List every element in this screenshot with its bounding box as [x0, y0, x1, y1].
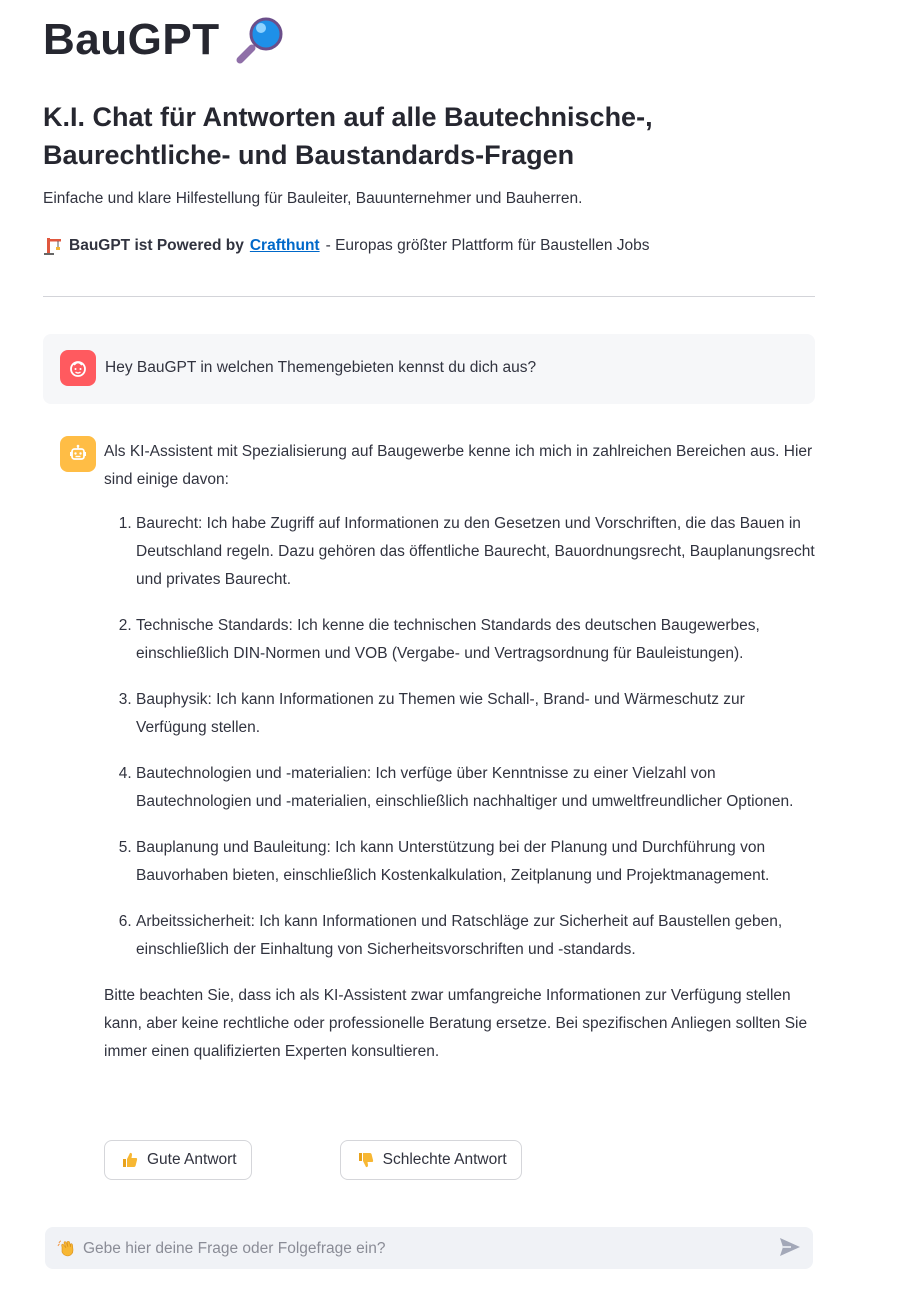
- thumbs-up-icon: [121, 1151, 139, 1169]
- assistant-avatar: [60, 436, 96, 472]
- list-item: 1. Baurecht: Ich habe Zugriff auf Informationen zu den Gesetzen und Vorschriften, die das Bauen in Deutschland regeln. Dazu gehören das öffentliche Baurecht, Bauordnungsrecht, Bauplanungsrecht und privates Baurecht.: [136, 510, 816, 594]
- bad-answer-label: Schlechte Antwort: [382, 1151, 507, 1168]
- list-item: 5. Bauplanung und Bauleitung: Ich kann Unterstützung bei der Planung und Durchführung von Bauvorhaben bieten, einschließlich Kostenkalkulation, Zeitplanung und Projektmanagement.: [136, 834, 816, 890]
- send-icon: [778, 1236, 802, 1258]
- user-face-icon: [68, 358, 88, 378]
- assistant-topic-list: [104, 510, 816, 964]
- user-message-text: Hey BauGPT in welchen Themengebieten kennst du dich aus?: [105, 359, 537, 376]
- chat-input-bar: [45, 1227, 813, 1269]
- robot-icon: [68, 444, 88, 464]
- powered-by-suffix: - Europas größter Plattform für Baustellen Jobs: [325, 237, 650, 254]
- list-item: 4. Bautechnologien und -materialien: Ich verfüge über Kenntnisse zu einer Vielzahl von Bautechnologien und -materialien, einschließlich nachhaltiger und umweltfreundlicher Optionen.: [136, 760, 816, 816]
- assistant-intro: Als KI-Assistent mit Spezialisierung auf Baugewerbe kenne ich mich in zahlreichen Bereichen aus. Hier sind einige davon:: [104, 443, 813, 488]
- powered-by-line: [43, 236, 650, 256]
- powered-by-label: BauGPT ist Powered by: [69, 237, 244, 254]
- send-button[interactable]: [777, 1236, 803, 1260]
- app-description: Einfache und klare Hilfestellung für Bauleiter, Bauunternehmer und Bauherren.: [43, 190, 583, 207]
- app-title-text: BauGPT: [43, 15, 220, 64]
- assistant-message: [104, 438, 816, 1066]
- list-item: 2. Technische Standards: Ich kenne die technischen Standards des deutschen Baugewerbes, einschließlich DIN-Normen und VOB (Vergabe- und Vertragsordnung für Bauleistungen).: [136, 612, 816, 668]
- assistant-outro: Bitte beachten Sie, dass ich als KI-Assistent zwar umfangreiche Informationen zur Verfügung stellen kann, aber keine rechtliche oder professionelle Beratung ersetze. Bei spezifischen Anliegen sollten Sie immer einen qualifizierten Experten konsultieren.: [104, 987, 808, 1060]
- user-message: [43, 334, 815, 404]
- feedback-buttons: [104, 1140, 522, 1182]
- user-avatar: [60, 350, 96, 386]
- magnifying-glass-icon: [234, 14, 286, 66]
- header-divider: [43, 296, 815, 297]
- waving-hand-icon: [57, 1238, 77, 1258]
- bad-answer-button[interactable]: [340, 1140, 522, 1180]
- list-item: 3. Bauphysik: Ich kann Informationen zu Themen wie Schall-, Brand- und Wärmeschutz zur Verfügung stellen.: [136, 686, 816, 742]
- app-title: [43, 14, 286, 66]
- chat-input[interactable]: [81, 1227, 775, 1271]
- page-subtitle: K.I. Chat für Antworten auf alle Bautechnische-, Baurechtliche- und Baustandards-Fragen: [43, 102, 653, 170]
- crane-icon: [43, 236, 63, 256]
- list-item: 6. Arbeitssicherheit: Ich kann Informationen und Ratschläge zur Sicherheit auf Baustellen geben, einschließlich der Einhaltung von Sicherheitsvorschriften und -standards.: [136, 908, 816, 964]
- crafthunt-link[interactable]: Crafthunt: [249, 237, 320, 254]
- good-answer-button[interactable]: [104, 1140, 252, 1180]
- good-answer-label: Gute Antwort: [147, 1151, 237, 1168]
- thumbs-down-icon: [357, 1151, 375, 1169]
